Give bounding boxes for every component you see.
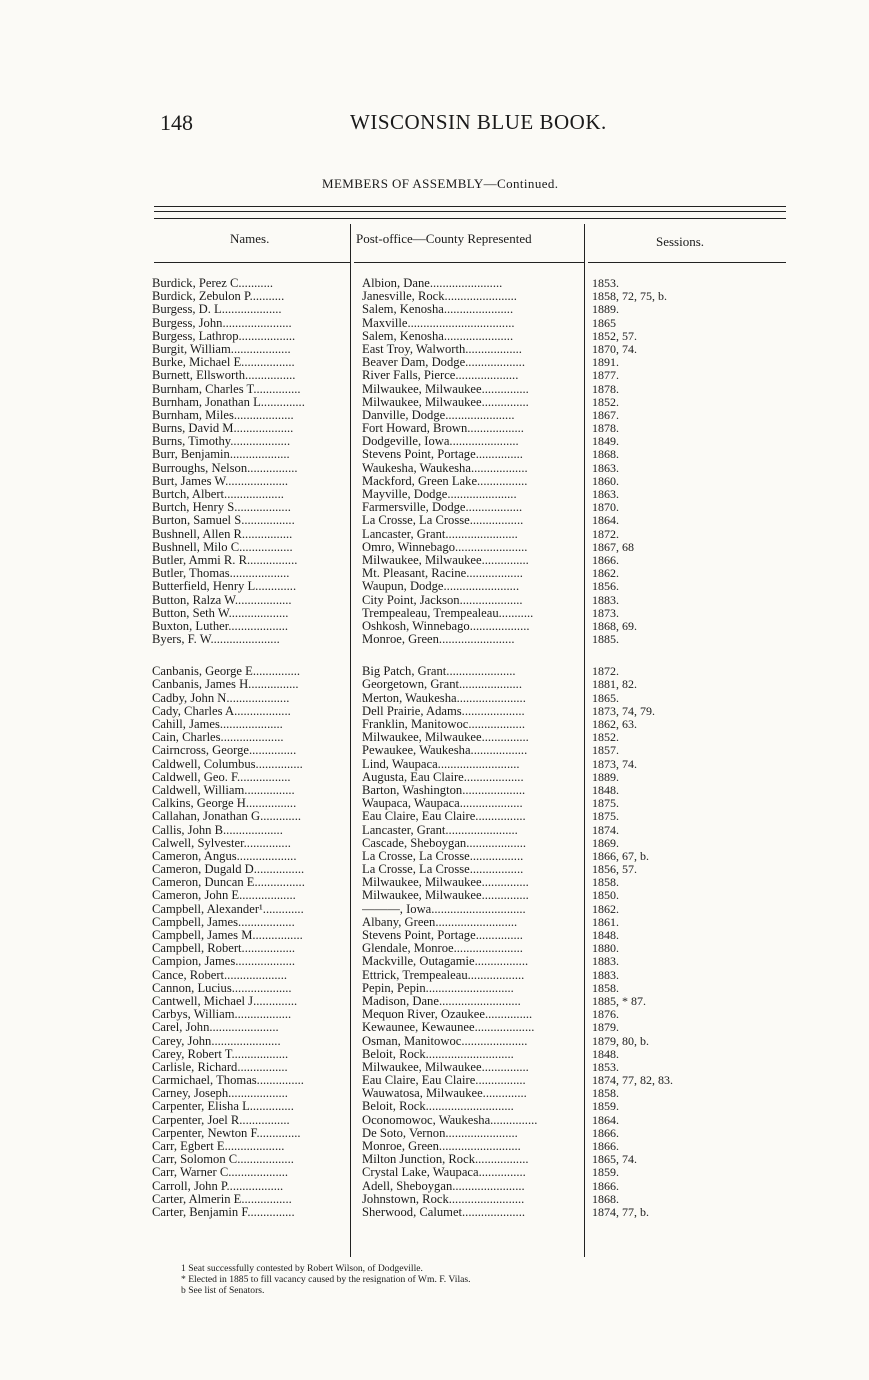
table-row — [0, 863, 869, 876]
member-name: Butler, Ammi R. R................ — [152, 553, 298, 567]
sessions: 1868, 69. — [592, 618, 637, 633]
table-row — [0, 1061, 869, 1074]
page-number: 148 — [160, 110, 193, 135]
post-office: Franklin, Manitowoc.................. — [362, 718, 526, 731]
post-office: Omro, Winnebago....................... — [362, 540, 528, 554]
member-name: Cameron, Angus................... — [152, 849, 297, 863]
member-name: Cantwell, Michael J.............. — [152, 994, 298, 1008]
table-row — [0, 876, 869, 889]
sessions: 1850. — [592, 888, 619, 903]
member-name: Burgess, D. L................... — [152, 303, 282, 317]
post-office: La Crosse, La Crosse................. — [362, 514, 524, 528]
table-row — [0, 554, 869, 567]
member-name: Burgit, William................... — [152, 342, 291, 356]
member-name: Carmichael, Thomas............... — [152, 1074, 304, 1088]
post-office: Waukesha, Waukesha.................. — [362, 461, 528, 475]
member-name: Canbanis, George E............... — [152, 665, 301, 679]
post-office: La Crosse, La Crosse................. — [362, 849, 524, 863]
sessions: 1852. — [592, 394, 619, 409]
member-name: Burton, Samuel S................. — [152, 514, 295, 528]
member-name: Button, Seth W................... — [152, 606, 289, 620]
post-office: Georgetown, Grant.................... — [362, 678, 522, 692]
table-row — [0, 705, 869, 718]
member-name: Carr, Warner C................... — [152, 1166, 289, 1180]
post-office: Oconomowoc, Waukesha............... — [362, 1113, 538, 1127]
table-row — [0, 435, 869, 448]
table-row — [0, 303, 869, 316]
post-office: Dell Prairie, Adams.................... — [362, 704, 525, 718]
member-name: Callahan, Jonathan G............. — [152, 810, 301, 824]
member-name: Burnham, Miles................... — [152, 408, 294, 422]
table-row — [0, 383, 869, 396]
sessions: 1868. — [592, 447, 619, 462]
member-name: Carey, Robert T.................. — [152, 1047, 289, 1061]
table-row — [0, 1087, 869, 1100]
table-row — [0, 330, 869, 343]
table-row — [0, 929, 869, 942]
table-row — [0, 810, 869, 823]
table-row — [0, 942, 869, 955]
table-row — [0, 1021, 869, 1034]
member-name: Burtch, Henry S.................. — [152, 501, 291, 515]
post-office: Dodgeville, Iowa...................... — [362, 435, 519, 449]
table-row — [0, 665, 869, 678]
table-row — [0, 1206, 869, 1219]
post-office: Merton, Waukesha...................... — [362, 691, 526, 705]
sessions: 1859. — [592, 1099, 619, 1114]
table-row — [0, 850, 869, 863]
member-name: Carter, Benjamin F............... — [152, 1205, 295, 1219]
sessions: 1868. — [592, 1191, 619, 1206]
member-name: Carroll, John P.................. — [152, 1179, 284, 1193]
sessions: 1885. — [592, 632, 619, 647]
table-top-rule — [154, 211, 786, 212]
table-row — [0, 369, 869, 382]
sessions: 1849. — [592, 434, 619, 449]
member-name: Cadby, John N.................... — [152, 691, 290, 705]
table-row — [0, 1153, 869, 1166]
table-row — [0, 995, 869, 1008]
member-name: Bushnell, Allen R................ — [152, 527, 293, 541]
post-office: Mackville, Outagamie................. — [362, 955, 529, 969]
post-office: Waupaca, Waupaca.................... — [362, 797, 523, 811]
table-row — [0, 903, 869, 916]
post-office: Big Patch, Grant...................... — [362, 665, 516, 679]
member-name: Carpenter, Newton F.............. — [152, 1126, 301, 1140]
post-office: Milwaukee, Milwaukee............... — [362, 553, 529, 567]
table-row — [0, 633, 869, 646]
member-name: Cannon, Lucius................... — [152, 981, 292, 995]
member-name: Burnham, Charles T............... — [152, 382, 301, 396]
member-name: Byers, F. W...................... — [152, 633, 280, 647]
post-office: Stevens Point, Portage............... — [362, 929, 523, 942]
table-row — [0, 982, 869, 995]
member-name: Carlisle, Richard................ — [152, 1060, 288, 1074]
post-office: Beloit, Rock............................ — [362, 1100, 514, 1114]
member-name: Carr, Solomon C.................. — [152, 1153, 294, 1167]
table-row — [0, 422, 869, 435]
member-name: Buxton, Luther................... — [152, 619, 289, 633]
sessions: 1852, 57. — [592, 328, 637, 343]
sessions: 1867. — [592, 407, 619, 422]
table-row — [0, 514, 869, 527]
member-name: Burdick, Perez C........... — [152, 277, 274, 290]
sessions: 1881, 82. — [592, 677, 637, 692]
member-name: Burt, James W.................... — [152, 474, 289, 488]
sessions: 1865 — [592, 315, 616, 330]
table-row — [0, 501, 869, 514]
member-name: Caldwell, William................ — [152, 783, 295, 797]
member-name: Carel, John...................... — [152, 1021, 279, 1035]
member-name: Carr, Egbert E................... — [152, 1140, 285, 1153]
sessions: 1876. — [592, 1007, 619, 1022]
sessions: 1866. — [592, 1178, 619, 1193]
post-office: Osman, Manitowoc..................... — [362, 1034, 528, 1048]
table-caption: MEMBERS OF ASSEMBLY—Continued. — [322, 176, 559, 191]
post-office: Eau Claire, Eau Claire................ — [362, 1074, 526, 1088]
table-row — [0, 678, 869, 691]
sessions: 1870. — [592, 500, 619, 515]
post-office: Kewaunee, Kewaunee................... — [362, 1021, 535, 1035]
post-office: Augusta, Eau Claire................... — [362, 770, 524, 784]
header-underline — [154, 262, 350, 263]
post-office: Glendale, Monroe...................... — [362, 942, 523, 956]
table-row — [0, 567, 869, 580]
table-row — [0, 692, 869, 705]
member-name: Cairncross, George............... — [152, 744, 297, 758]
table-row — [0, 758, 869, 771]
table-row — [0, 718, 869, 731]
member-name: Burns, Timothy................... — [152, 435, 291, 449]
post-office: Mt. Pleasant, Racine.................. — [362, 567, 523, 581]
sessions: 1883. — [592, 967, 619, 982]
sessions: 1879. — [592, 1020, 619, 1035]
table-row — [0, 784, 869, 797]
sessions: 1889. — [592, 769, 619, 784]
post-office: Milwaukee, Milwaukee............... — [362, 1060, 529, 1074]
member-name: Carpenter, Joel R................ — [152, 1113, 290, 1127]
table-row — [0, 955, 869, 968]
member-name: Butterfield, Henry L............. — [152, 580, 297, 594]
sessions: 1856. — [592, 579, 619, 594]
member-name: Burgess, John...................... — [152, 316, 292, 330]
column-header-names: Names. — [230, 231, 270, 246]
post-office: Albany, Green.......................... — [362, 915, 518, 929]
table-row — [0, 1100, 869, 1113]
member-name: Carpenter, Elisha L.............. — [152, 1100, 294, 1114]
sessions: 1856, 57. — [592, 862, 637, 877]
table-row — [0, 396, 869, 409]
footnote: 1 Seat successfully contested by Robert Wilson, of Dodgeville. — [181, 1263, 423, 1274]
member-name: Burke, Michael E................. — [152, 356, 295, 370]
table-row — [0, 771, 869, 784]
post-office: Fort Howard, Brown.................. — [362, 422, 524, 436]
post-office: Milwaukee, Milwaukee............... — [362, 382, 529, 396]
member-name: Carbys, William.................. — [152, 1008, 292, 1022]
sessions: 1869. — [592, 835, 619, 850]
table-row — [0, 462, 869, 475]
sessions: 1874. — [592, 822, 619, 837]
table-row — [0, 797, 869, 810]
table-row — [0, 731, 869, 744]
post-office: ———, Iowa.............................. — [362, 902, 526, 916]
member-name: Carter, Almerin E................ — [152, 1192, 292, 1206]
sessions: 1863. — [592, 460, 619, 475]
sessions: 1853. — [592, 1059, 619, 1074]
sessions: 1864. — [592, 513, 619, 528]
sessions: 1874, 77, b. — [592, 1204, 649, 1219]
post-office: Mayville, Dodge...................... — [362, 488, 517, 501]
member-name: Caldwell, Columbus............... — [152, 757, 303, 771]
post-office: Salem, Kenosha...................... — [362, 303, 514, 317]
table-row — [0, 607, 869, 620]
post-office: River Falls, Pierce.................... — [362, 369, 519, 383]
member-name: Campbell, James M................ — [152, 929, 303, 942]
table-row — [0, 744, 869, 757]
member-name: Cameron, John E.................. — [152, 889, 296, 903]
sessions: 1866. — [592, 1139, 619, 1153]
sessions: 1883. — [592, 954, 619, 969]
member-name: Burnham, Jonathan L.............. — [152, 395, 305, 409]
table-row — [0, 1140, 869, 1153]
post-office: Mequon River, Ozaukee............... — [362, 1008, 533, 1022]
sessions: 1858. — [592, 875, 619, 890]
table-top-rule — [154, 218, 786, 219]
post-office: Albion, Dane....................... — [362, 277, 503, 290]
table-row — [0, 889, 869, 902]
sessions: 1858. — [592, 980, 619, 995]
sessions: 1867, 68 — [592, 539, 634, 554]
member-name: Campbell, James.................. — [152, 915, 295, 929]
member-name: Burr, Benjamin................... — [152, 448, 290, 462]
table-row — [0, 916, 869, 929]
sessions: 1866, 67, b. — [592, 848, 649, 863]
post-office: Farmersville, Dodge.................. — [362, 501, 523, 515]
table-row — [0, 969, 869, 982]
header-underline — [588, 262, 786, 263]
member-name: Cady, Charles A.................. — [152, 704, 291, 718]
group-gap — [0, 646, 869, 665]
table-row — [0, 620, 869, 633]
sessions: 1863. — [592, 487, 619, 501]
post-office: Stevens Point, Portage............... — [362, 448, 523, 462]
sessions: 1873, 74, 79. — [592, 703, 655, 718]
table-row — [0, 448, 869, 461]
header-underline — [354, 262, 584, 263]
footnote: * Elected in 1885 to fill vacancy caused by the resignation of Wm. F. Vilas. — [181, 1274, 471, 1285]
sessions: 1873. — [592, 605, 619, 620]
post-office: Maxville.................................. — [362, 316, 515, 330]
member-name: Burnett, Ellsworth................ — [152, 369, 296, 383]
table-row — [0, 1180, 869, 1193]
member-name: Cameron, Duncan E................ — [152, 876, 305, 890]
sessions: 1883. — [592, 592, 619, 607]
sessions: 1862, 63. — [592, 717, 637, 731]
member-name: Cameron, Dugald D................ — [152, 863, 305, 877]
sessions: 1864. — [592, 1112, 619, 1127]
member-name: Calkins, George H................ — [152, 797, 297, 811]
member-name: Butler, Thomas................... — [152, 567, 290, 581]
sessions: 1878. — [592, 381, 619, 396]
post-office: Wauwatosa, Milwaukee.............. — [362, 1087, 527, 1101]
table-row — [0, 488, 869, 501]
sessions: 1859. — [592, 1165, 619, 1180]
sessions: 1852. — [592, 730, 619, 745]
table-row — [0, 1048, 869, 1061]
sessions: 1875. — [592, 809, 619, 824]
member-name: Cance, Robert.................... — [152, 968, 288, 982]
post-office: Waupun, Dodge........................ — [362, 580, 520, 594]
post-office: Eau Claire, Eau Claire................ — [362, 810, 526, 824]
member-name: Campbell, Robert................. — [152, 942, 296, 956]
member-name: Carney, Joseph................... — [152, 1087, 288, 1101]
table-row — [0, 1166, 869, 1179]
sessions: 1865. — [592, 690, 619, 705]
post-office: Oshkosh, Winnebago................... — [362, 619, 530, 633]
table-row — [0, 528, 869, 541]
member-name: Burdick, Zebulon P........... — [152, 290, 285, 304]
member-name: Canbanis, James H................ — [152, 678, 299, 692]
table-row — [0, 290, 869, 303]
member-name: Callis, John B................... — [152, 823, 283, 837]
sessions: 1857. — [592, 743, 619, 758]
table-row — [0, 1114, 869, 1127]
sessions: 1858, 72, 75, b. — [592, 289, 667, 304]
members-table-body — [0, 277, 869, 1219]
sessions: 1853. — [592, 276, 619, 290]
post-office: Milwaukee, Milwaukee............... — [362, 889, 529, 903]
table-row — [0, 1193, 869, 1206]
post-office: Trempealeau, Trempealeau........... — [362, 606, 534, 620]
sessions: 1866. — [592, 1125, 619, 1140]
member-name: Cahill, James.................... — [152, 718, 283, 731]
sessions: 1874, 77, 82, 83. — [592, 1073, 673, 1088]
sessions: 1865, 74. — [592, 1152, 637, 1167]
member-name: Caldwell, Geo. F................. — [152, 770, 291, 784]
post-office: Lancaster, Grant....................... — [362, 823, 518, 837]
sessions: 1878. — [592, 421, 619, 436]
post-office: Adell, Sheboygan....................... — [362, 1179, 525, 1193]
sessions: 1873, 74. — [592, 756, 637, 771]
post-office: La Crosse, La Crosse................. — [362, 863, 524, 877]
post-office: Sherwood, Calumet.................... — [362, 1205, 526, 1219]
sessions: 1870, 74. — [592, 341, 637, 356]
post-office: Milwaukee, Milwaukee............... — [362, 395, 529, 409]
table-row — [0, 277, 869, 290]
column-header-post-office: Post-office—County Represented — [356, 231, 532, 246]
table-row — [0, 317, 869, 330]
post-office: Milton Junction, Rock................. — [362, 1153, 529, 1167]
sessions: 1862. — [592, 901, 619, 916]
post-office: Pepin, Pepin............................ — [362, 981, 514, 995]
post-office: Madison, Dane.......................... — [362, 994, 521, 1008]
table-row — [0, 409, 869, 422]
member-name: Campion, James................... — [152, 955, 296, 969]
post-office: East Troy, Walworth.................. — [362, 342, 522, 356]
post-office: Monroe, Green.......................... — [362, 1140, 521, 1153]
table-row — [0, 356, 869, 369]
post-office: Mackford, Green Lake................ — [362, 474, 528, 488]
footnote: b See list of Senators. — [181, 1285, 265, 1296]
table-row — [0, 343, 869, 356]
post-office: Beaver Dam, Dodge................... — [362, 356, 525, 370]
sessions: 1862. — [592, 566, 619, 581]
member-name: Burns, David M................... — [152, 422, 294, 436]
sessions: 1879, 80, b. — [592, 1033, 649, 1048]
sessions: 1885, * 87. — [592, 993, 646, 1008]
member-name: Calwell, Sylvester............... — [152, 836, 291, 850]
post-office: Ettrick, Trempealeau.................. — [362, 968, 525, 982]
table-row — [0, 837, 869, 850]
post-office: Milwaukee, Milwaukee............... — [362, 876, 529, 890]
table-row — [0, 1035, 869, 1048]
sessions: 1877. — [592, 368, 619, 383]
sessions: 1848. — [592, 782, 619, 797]
table-row — [0, 594, 869, 607]
sessions: 1872. — [592, 526, 619, 541]
sessions: 1866. — [592, 552, 619, 567]
table-top-rule — [154, 206, 786, 207]
post-office: Pewaukee, Waukesha.................. — [362, 744, 528, 758]
member-name: Burroughs, Nelson................ — [152, 461, 298, 475]
member-name: Cain, Charles.................... — [152, 731, 284, 745]
post-office: Barton, Washington.................... — [362, 783, 526, 797]
table-row — [0, 580, 869, 593]
column-header-sessions: Sessions. — [656, 234, 705, 249]
member-name: Bushnell, Milo C................. — [152, 540, 293, 554]
post-office: Salem, Kenosha...................... — [362, 329, 514, 343]
post-office: Milwaukee, Milwaukee............... — [362, 731, 529, 745]
member-name: Button, Ralza W.................. — [152, 593, 292, 607]
post-office: Cascade, Sheboygan................... — [362, 836, 527, 850]
table-row — [0, 475, 869, 488]
member-name: Campbell, Alexander¹............. — [152, 902, 304, 916]
table-row — [0, 1127, 869, 1140]
post-office: Johnstown, Rock........................ — [362, 1192, 525, 1206]
sessions: 1872. — [592, 664, 619, 679]
sessions: 1880. — [592, 941, 619, 956]
table-row — [0, 541, 869, 554]
post-office: Janesville, Rock....................... — [362, 290, 517, 304]
sessions: 1889. — [592, 302, 619, 317]
sessions: 1875. — [592, 796, 619, 811]
member-name: Carey, John...................... — [152, 1034, 281, 1048]
table-row — [0, 824, 869, 837]
post-office: De Soto, Vernon....................... — [362, 1126, 518, 1140]
sessions: 1858. — [592, 1086, 619, 1101]
sessions: 1848. — [592, 928, 619, 942]
post-office: Monroe, Green........................ — [362, 633, 515, 647]
member-name: Burtch, Albert................... — [152, 488, 284, 501]
sessions: 1891. — [592, 355, 619, 370]
post-office: City Point, Jackson.................... — [362, 593, 523, 607]
sessions: 1848. — [592, 1046, 619, 1061]
sessions: 1861. — [592, 914, 619, 929]
post-office: Lancaster, Grant....................... — [362, 527, 518, 541]
post-office: Danville, Dodge...................... — [362, 408, 515, 422]
post-office: Crystal Lake, Waupaca............... — [362, 1166, 526, 1180]
post-office: Lind, Waupaca.......................... — [362, 757, 520, 771]
table-row — [0, 1074, 869, 1087]
sessions: 1860. — [592, 473, 619, 488]
running-head: WISCONSIN BLUE BOOK. — [350, 110, 607, 134]
table-row — [0, 1008, 869, 1021]
member-name: Burgess, Lathrop.................. — [152, 329, 296, 343]
post-office: Beloit, Rock............................ — [362, 1047, 514, 1061]
